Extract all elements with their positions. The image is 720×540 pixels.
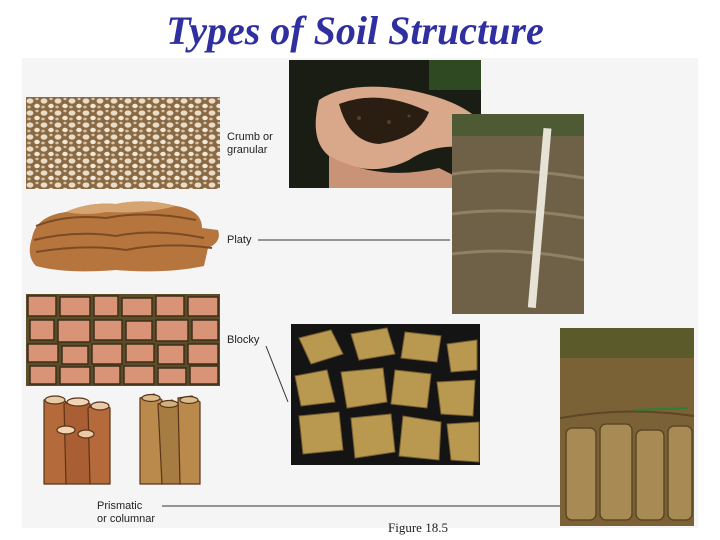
slide-title: Types of Soil Structure (166, 8, 544, 53)
label-platy: Platy (227, 234, 252, 246)
label-blocky: Blocky (227, 334, 260, 346)
label-prismatic-line1: Prismatic (97, 500, 143, 512)
label-prismatic-line2: or columnar (97, 513, 156, 525)
label-crumb-line2: granular (227, 144, 268, 156)
figure-caption: Figure 18.5 (388, 520, 448, 535)
label-crumb-line1: Crumb or (227, 131, 273, 143)
